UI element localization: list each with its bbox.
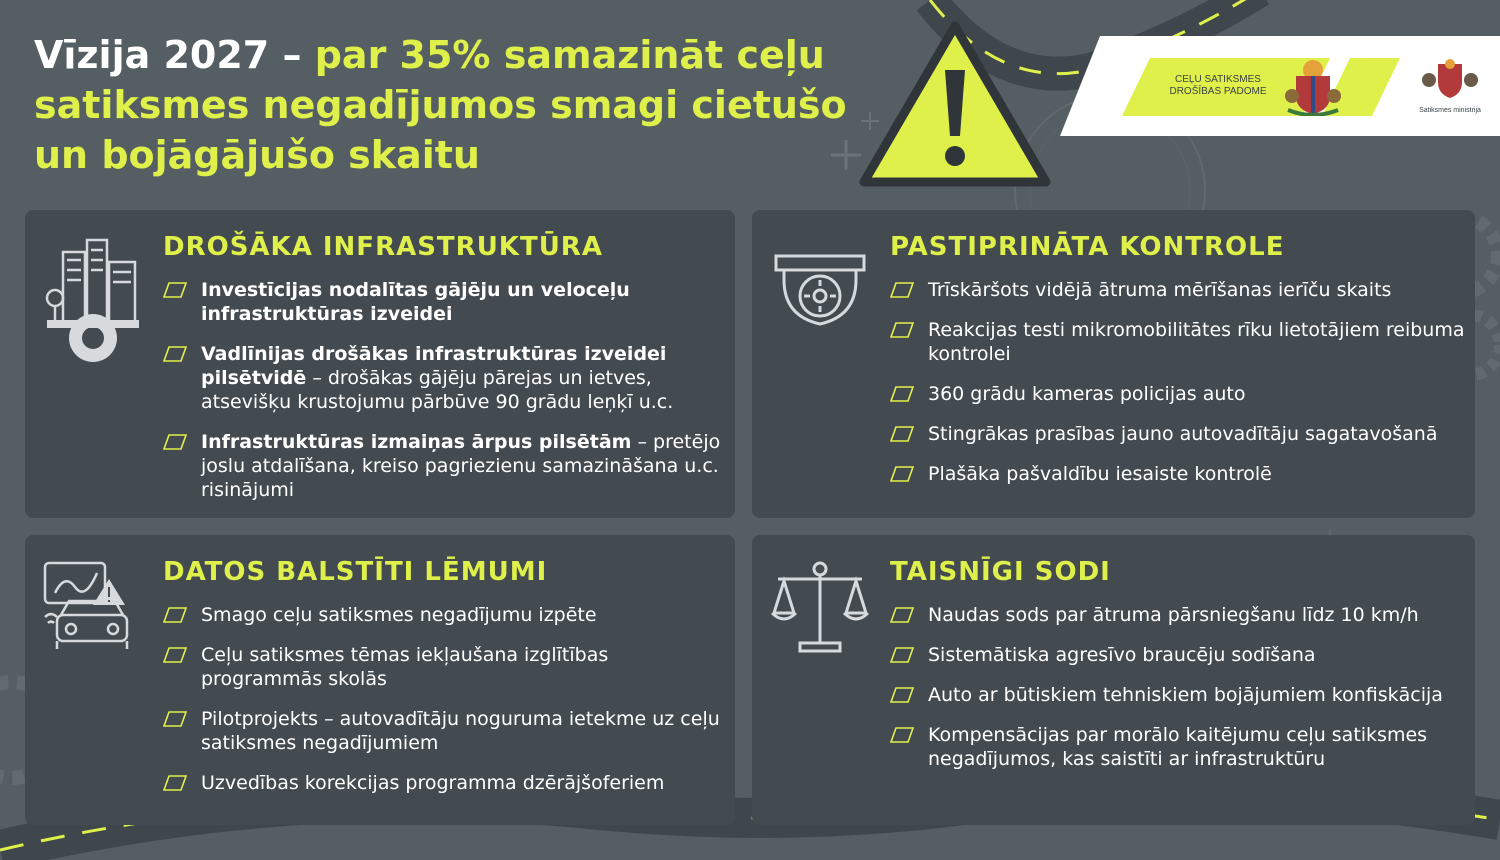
tick-icon bbox=[890, 386, 914, 402]
list-item bbox=[890, 643, 1475, 667]
tick-icon bbox=[163, 434, 187, 450]
tick-icon bbox=[890, 607, 914, 623]
list-item bbox=[163, 342, 735, 414]
heading-fines: TAISNĪGI SODI bbox=[890, 557, 1111, 587]
panel-data bbox=[25, 535, 735, 825]
list-infrastructure bbox=[163, 278, 735, 518]
item-text: Kompensācijas par morālo kaitējumu ceļu satiksmes negadījumos, kas saistīti ar infrastruktūru bbox=[928, 724, 1428, 770]
list-item bbox=[163, 603, 735, 627]
heading-data: DATOS BALSTĪTI LĒMUMI bbox=[163, 557, 548, 587]
item-rest: – pretējo joslu atdalīšana, kreiso pagriezienu samazināšana u.c. risinājumi bbox=[201, 431, 721, 501]
list-fines bbox=[890, 603, 1475, 787]
item-text: Naudas sods par ātruma pārsniegšanu līdz 10 km/h bbox=[928, 604, 1419, 626]
item-text: Pilotprojekts – autovadītāju noguruma ietekme uz ceļu satiksmes negadījumiem bbox=[201, 708, 720, 754]
item-bold: Vadlīnijas drošākas infrastruktūras izveidei pilsētvidē bbox=[201, 343, 667, 389]
item-text: Plašāka pašvaldību iesaiste kontrolē bbox=[928, 463, 1272, 485]
tick-icon bbox=[163, 711, 187, 727]
list-item bbox=[163, 707, 735, 755]
list-item bbox=[163, 278, 735, 326]
heading-infrastructure: DROŠĀKA INFRASTRUKTŪRA bbox=[163, 232, 603, 262]
title-part1: Vīzija 2027 bbox=[34, 33, 270, 77]
tick-icon bbox=[163, 346, 187, 362]
list-item bbox=[890, 422, 1475, 446]
heading-control: PASTIPRINĀTA KONTROLE bbox=[890, 232, 1285, 262]
list-item bbox=[890, 723, 1475, 771]
list-control bbox=[890, 278, 1475, 502]
camera-icon bbox=[770, 234, 870, 334]
tick-icon bbox=[163, 282, 187, 298]
title-part2: par 35% samazināt ceļu satiksmes negadījumos smagi cietušo un bojāgājušo skaitu bbox=[34, 33, 847, 177]
list-item bbox=[163, 771, 735, 795]
item-bold: Infrastruktūras izmaiņas ārpus pilsētām bbox=[201, 431, 632, 453]
city-gear-icon bbox=[43, 234, 143, 364]
csdd-logo-text bbox=[1158, 74, 1278, 98]
tick-icon bbox=[163, 775, 187, 791]
list-item bbox=[890, 278, 1475, 302]
tick-icon bbox=[163, 647, 187, 663]
item-text: Auto ar būtiskiem tehniskiem bojājumiem konfiskācija bbox=[928, 684, 1443, 706]
panel-fines bbox=[752, 535, 1475, 825]
tick-icon bbox=[890, 282, 914, 298]
item-text: Stingrākas prasības jauno autovadītāju sagatavošanā bbox=[928, 423, 1438, 445]
tick-icon bbox=[890, 322, 914, 338]
tick-icon bbox=[890, 426, 914, 442]
tick-icon bbox=[890, 466, 914, 482]
list-item bbox=[890, 318, 1475, 366]
tick-icon bbox=[163, 607, 187, 623]
item-text: Uzvedības korekcijas programma dzērājšoferiem bbox=[201, 772, 665, 794]
list-item bbox=[163, 643, 735, 691]
scales-icon bbox=[770, 559, 870, 659]
tick-icon bbox=[890, 727, 914, 743]
panel-infrastructure bbox=[25, 210, 735, 518]
tick-icon bbox=[890, 687, 914, 703]
ministry-label: Satiksmes ministrija bbox=[1419, 107, 1481, 114]
item-text: Reakcijas testi mikromobilitātes rīku lietotājiem reibuma kontrolei bbox=[928, 319, 1465, 365]
item-bold: Investīcijas nodalītas gājēju un veloceļu infrastruktūras izveidei bbox=[201, 279, 630, 325]
list-item bbox=[890, 382, 1475, 406]
item-text: 360 grādu kameras policijas auto bbox=[928, 383, 1246, 405]
item-text: Ceļu satiksmes tēmas iekļaušana izglītības programmās skolās bbox=[201, 644, 609, 690]
item-text: Sistemātiska agresīvo braucēju sodīšana bbox=[928, 644, 1316, 666]
item-text: Trīskāršots vidējā ātruma mērīšanas ierīču skaits bbox=[928, 279, 1392, 301]
panel-control bbox=[752, 210, 1475, 518]
item-text: Smago ceļu satiksmes negadījumu izpēte bbox=[201, 604, 597, 626]
tick-icon bbox=[890, 647, 914, 663]
title-dash: – bbox=[269, 33, 315, 77]
list-item bbox=[163, 430, 735, 502]
list-item bbox=[890, 462, 1475, 486]
csdd-line2: DROŠĪBAS PADOME bbox=[1169, 86, 1267, 97]
csdd-line1: CEĻU SATIKSMES bbox=[1175, 74, 1261, 85]
coat-of-arms-icon bbox=[1284, 56, 1342, 116]
list-item bbox=[890, 603, 1475, 627]
ministry-arms-icon bbox=[1420, 58, 1480, 104]
page-title bbox=[34, 30, 854, 180]
car-warning-icon bbox=[43, 559, 143, 659]
list-data bbox=[163, 603, 735, 811]
list-item bbox=[890, 683, 1475, 707]
warning-sign-icon bbox=[858, 18, 1052, 190]
item-rest: – drošākas gājēju pārejas un ietves, atsevišķu krustojumu pārbūve 90 grādu leņķī u.c. bbox=[201, 367, 674, 413]
